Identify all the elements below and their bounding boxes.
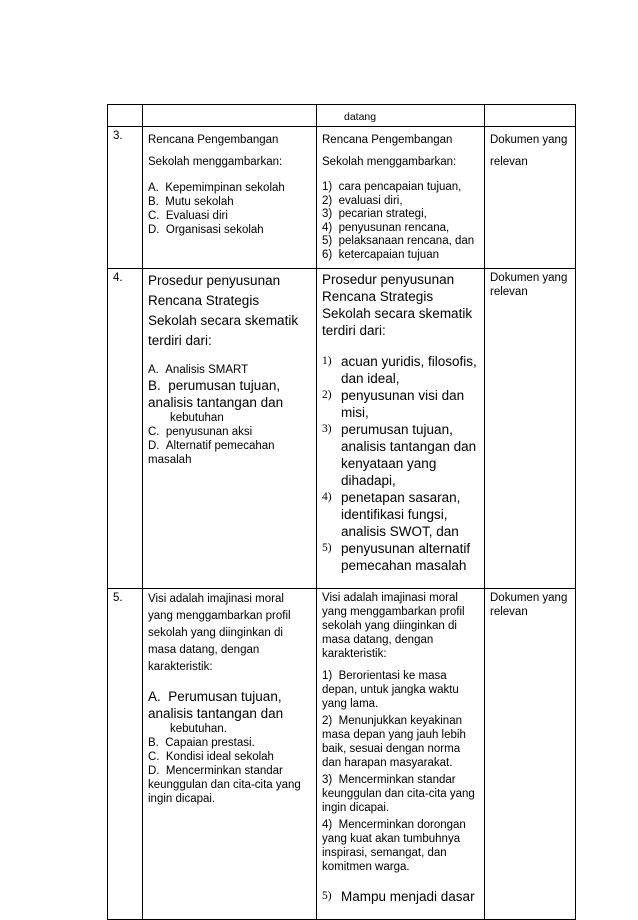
- answer-list: [322, 669, 479, 905]
- question-text: Prosedur penyusunan Rencana Strategis Sekolah secara skematik terdiri dari:: [148, 273, 299, 348]
- answer-item: 3) Mencerminkan standar keunggulan dan cita-cita yang ingin dicapai.: [322, 774, 475, 814]
- continuation-text: datang: [344, 111, 377, 123]
- answer-list: [322, 353, 479, 574]
- answer-item: 1) Berorientasi ke masa depan, untuk jangka waktu yang lama.: [322, 670, 459, 710]
- reference-cell: [485, 127, 576, 269]
- option-item: B. Capaian prestasi.: [148, 737, 255, 749]
- answer-cell: [317, 269, 485, 589]
- answer-item: 4) Mencerminkan dorongan yang kuat akan tumbuhnya inspirasi, semangat, dan komitmen warga.: [322, 819, 466, 873]
- item-number: 5): [322, 541, 332, 554]
- item-number: 1): [322, 354, 332, 367]
- number-cell: 5.: [108, 589, 143, 920]
- option-item: C. Evaluasi diri: [148, 210, 228, 222]
- question-cell: [143, 127, 317, 269]
- answer-item: [322, 387, 479, 421]
- option-item: A. Analisis SMART: [148, 364, 249, 376]
- question-cell: [143, 105, 317, 127]
- item-text: acuan yuridis, filosofis, dan ideal,: [341, 353, 477, 386]
- option-list: [148, 363, 311, 467]
- answer-question-text: Prosedur penyusunan Rencana Strategis Sekolah secara skematik terdiri dari:: [322, 272, 473, 338]
- option-item: D. Organisasi sekolah: [148, 224, 264, 236]
- answer-item: 6) ketercapaian tujuan: [322, 248, 439, 261]
- reference-cell: [485, 105, 576, 127]
- option-item: A. Perumusan tujuan, analisis tantangan dan: [148, 689, 284, 721]
- reference-text: Dokumen yang relevan: [490, 592, 568, 618]
- answer-item: 2) Menunjukkan keyakinan masa depan yang jauh lebih baik, sesuai dengan norma dan harapan masyarakat.: [322, 715, 466, 769]
- table-row: [108, 269, 576, 589]
- number-cell: [108, 105, 143, 127]
- item-text: perumusan tujuan, analisis tantangan dan kenyataan yang dihadapi,: [341, 421, 477, 488]
- item-number: 2): [322, 388, 332, 401]
- option-item: A. Kepemimpinan sekolah: [148, 182, 285, 194]
- option-item: D. Alternatif pemecahan masalah: [148, 440, 275, 466]
- answer-cell: [317, 589, 485, 920]
- answer-list: [322, 181, 479, 262]
- question-table: [107, 104, 576, 920]
- answer-item: 1) cara pencapaian tujuan,: [322, 181, 462, 193]
- answer-question-text: Rencana Pengembangan Sekolah menggambarkan:: [322, 134, 457, 168]
- option-item: kebutuhan.: [170, 723, 227, 735]
- option-list: [148, 688, 311, 806]
- item-text: penyusunan visi dan misi,: [341, 387, 465, 420]
- answer-item: [322, 421, 479, 489]
- item-number: 5): [322, 889, 332, 902]
- answer-item: [322, 489, 479, 540]
- question-cell: [143, 269, 317, 589]
- question-text: Visi adalah imajinasi moral yang menggambarkan profil sekolah yang diinginkan di masa datang, dengan karakteristik:: [148, 593, 291, 673]
- answer-question-text: Visi adalah imajinasi moral yang menggambarkan profil sekolah yang diinginkan di masa datang, dengan karakteristik:: [322, 592, 465, 660]
- option-item: D. Mencerminkan standar keunggulan dan cita-cita yang ingin dicapai.: [148, 765, 301, 805]
- option-item: B. Mutu sekolah: [148, 196, 234, 208]
- option-item: C. penyusunan aksi: [148, 426, 253, 438]
- question-text: Rencana Pengembangan Sekolah menggambarkan:: [148, 134, 283, 168]
- question-cell: [143, 589, 317, 920]
- answer-item: [322, 540, 479, 574]
- answer-list-tail: [322, 888, 479, 905]
- item-text: penyusunan alternatif pemecahan masalah: [341, 540, 471, 573]
- table-row: [108, 127, 576, 269]
- answer-cell: [317, 105, 485, 127]
- answer-item: [322, 353, 479, 387]
- table-row: [108, 105, 576, 127]
- option-item: C. Kondisi ideal sekolah: [148, 751, 274, 763]
- option-item: B. perumusan tujuan, analisis tantangan dan: [148, 378, 284, 410]
- option-item: kebutuhan: [170, 412, 224, 424]
- item-text: Mampu menjadi dasar: [341, 888, 475, 904]
- table-row: [108, 589, 576, 920]
- answer-item: 2) evaluasi diri,: [322, 194, 403, 207]
- number-cell: 4.: [108, 269, 143, 589]
- option-list: [148, 181, 311, 237]
- reference-text: Dokumen yang relevan: [490, 134, 568, 168]
- answer-cell: [317, 127, 485, 269]
- reference-cell: [485, 269, 576, 589]
- item-number: 4): [322, 490, 332, 503]
- reference-cell: [485, 589, 576, 920]
- item-text: penetapan sasaran, identifikasi fungsi, analisis SWOT, dan: [341, 489, 461, 539]
- number-cell: 3.: [108, 127, 143, 269]
- answer-item: 5) pelaksanaan rencana, dan: [322, 235, 475, 247]
- answer-item: [322, 888, 479, 905]
- item-number: 3): [322, 422, 332, 435]
- answer-item: 3) pecarian strategi,: [322, 208, 427, 220]
- answer-item: 4) penyusunan rencana,: [322, 221, 450, 234]
- reference-text: Dokumen yang relevan: [490, 272, 568, 298]
